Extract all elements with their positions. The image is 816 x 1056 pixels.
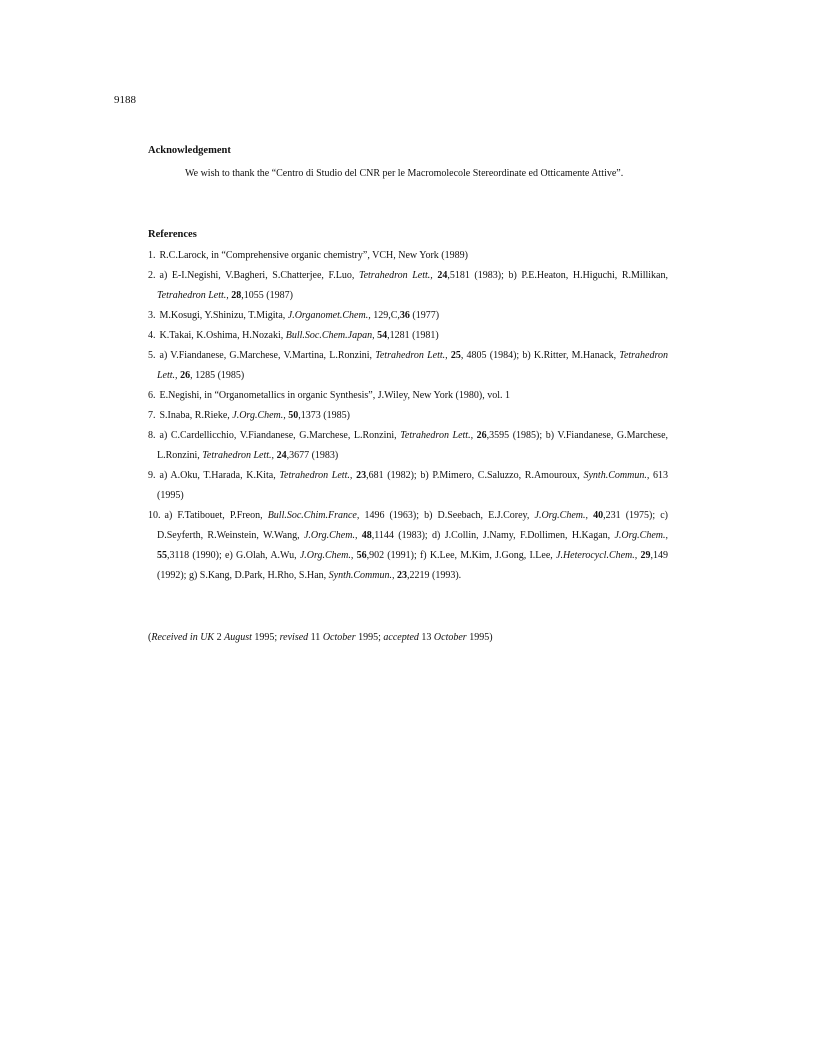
citation-text: a) F.Tatibouet, P.Freon, bbox=[164, 510, 268, 521]
volume-number: 26 bbox=[180, 370, 191, 381]
citation-text: ,3677 (1983) bbox=[286, 450, 339, 461]
citation-text: , 4805 (1984); b) K.Ritter, M.Hanack, bbox=[460, 350, 620, 361]
reference-number: 1. bbox=[148, 250, 156, 261]
italic-text: Synth.Commun., bbox=[583, 470, 650, 481]
citation-text: M.Kosugi, Y.Shinizu, T.Migita, bbox=[159, 310, 288, 321]
citation-text: a) A.Oku, T.Harada, K.Kita, bbox=[159, 470, 280, 481]
citation-text: (1977) bbox=[409, 310, 440, 321]
reference-number: 4. bbox=[148, 330, 156, 341]
reference-item bbox=[148, 426, 668, 466]
italic-text: J.Org.Chem., bbox=[303, 530, 358, 541]
volume-number: 48 bbox=[361, 530, 372, 541]
reference-list bbox=[148, 246, 668, 586]
reference-item bbox=[148, 506, 668, 586]
italic-text: J.Org.Chem., bbox=[299, 550, 354, 561]
volume-number: 24 bbox=[437, 270, 448, 281]
italic-text: August bbox=[224, 632, 252, 643]
volume-number: 29 bbox=[640, 550, 651, 561]
volume-number: 56 bbox=[356, 550, 367, 561]
main-content bbox=[148, 144, 668, 648]
reference-item bbox=[148, 326, 668, 346]
volume-number: 26 bbox=[476, 430, 487, 441]
italic-text: J.Heterocycl.Chem., bbox=[556, 550, 638, 561]
citation-text: K.Takai, K.Oshima, H.Nozaki, bbox=[159, 330, 286, 341]
volume-number: 54 bbox=[377, 330, 388, 341]
italic-text: J.Org.Chem., bbox=[534, 510, 589, 521]
citation-text: ,2219 (1993). bbox=[407, 570, 462, 581]
citation-text: ,5181 (1983); b) P.E.Heaton, H.Higuchi, R.Millikan, bbox=[447, 270, 668, 281]
italic-text: Tetrahedron Lett., bbox=[202, 450, 275, 461]
citation-text: 1995; bbox=[251, 632, 280, 643]
citation-text: 129,C, bbox=[370, 310, 400, 321]
reference-number: 7. bbox=[148, 410, 156, 421]
citation-text: ,1373 (1985) bbox=[298, 410, 350, 421]
italic-text: Tetrahedron Lett., bbox=[157, 350, 669, 381]
italic-text: Received in UK bbox=[151, 632, 215, 643]
citation-text: 613 (1995) bbox=[157, 470, 669, 501]
reference-item bbox=[148, 466, 668, 506]
reference-number: 2. bbox=[148, 270, 156, 281]
reference-number: 6. bbox=[148, 390, 156, 401]
volume-number: 55 bbox=[157, 550, 167, 561]
citation-text: 1995) bbox=[466, 632, 493, 643]
volume-number: 23 bbox=[356, 470, 367, 481]
citation-text: a) C.Cardellicchio, V.Fiandanese, G.Marchese, L.Ronzini, bbox=[159, 430, 401, 441]
citation-text: 11 bbox=[308, 632, 323, 643]
italic-text: accepted bbox=[383, 632, 419, 643]
references-section bbox=[148, 228, 668, 586]
acknowledgement-section bbox=[148, 144, 668, 184]
volume-number: 24 bbox=[276, 450, 287, 461]
volume-number: 25 bbox=[450, 350, 461, 361]
reference-item bbox=[148, 406, 668, 426]
citation-text: 1496 (1963); b) D.Seebach, E.J.Corey, bbox=[359, 510, 535, 521]
citation-text: ,231 (1975); c) D.Seyferth, R.Weinstein, W.Wang, bbox=[157, 510, 668, 541]
italic-text: Bull.Soc.Chim.France, bbox=[267, 510, 360, 521]
reference-item bbox=[148, 246, 668, 266]
volume-number: 50 bbox=[288, 410, 299, 421]
volume-number: 23 bbox=[397, 570, 407, 581]
page-number: 9188 bbox=[114, 94, 136, 106]
acknowledgement-heading: Acknowledgement bbox=[148, 145, 231, 156]
citation-text: a) E-I.Negishi, V.Bagheri, S.Chatterjee, F.Luo, bbox=[159, 270, 359, 281]
citation-text: a) V.Fiandanese, G.Marchese, V.Martina, L.Ronzini, bbox=[159, 350, 376, 361]
references-heading: References bbox=[148, 229, 197, 240]
citation-text: ,3118 (1990); e) G.Olah, A.Wu, bbox=[167, 550, 300, 561]
received-note bbox=[148, 628, 668, 648]
volume-number: 40 bbox=[593, 510, 604, 521]
italic-text: Tetrahedron Lett., bbox=[358, 270, 433, 281]
citation-text: ,1144 (1983); d) J.Collin, J.Namy, F.Dollimen, H.Kagan, bbox=[371, 530, 615, 541]
citation-text: ,902 (1991); f) K.Lee, M.Kim, J.Gong, I.Lee, bbox=[366, 550, 557, 561]
italic-text: October bbox=[433, 632, 467, 643]
volume-number: 28 bbox=[231, 290, 242, 301]
italic-text: Tetrahedron Lett., bbox=[157, 290, 229, 301]
italic-text: J.Org.Chem., bbox=[232, 410, 286, 421]
italic-text: J.Organomet.Chem., bbox=[287, 310, 371, 321]
citation-text: 2 bbox=[214, 632, 225, 643]
reference-number: 9. bbox=[148, 470, 156, 481]
reference-number: 5. bbox=[148, 350, 156, 361]
citation-text: 13 bbox=[418, 632, 434, 643]
italic-text: October bbox=[322, 632, 356, 643]
italic-text: Bull.Soc.Chem.Japan, bbox=[285, 330, 375, 341]
reference-item bbox=[148, 346, 668, 386]
citation-text: ,149 (1992); g) S.Kang, D.Park, H.Rho, S.Han, bbox=[157, 550, 669, 581]
citation-text: ,3595 (1985); b) V.Fiandanese, G.Marchese, L.Ronzini, bbox=[157, 430, 669, 461]
italic-text: Tetrahedron Lett., bbox=[375, 350, 448, 361]
citation-text: E.Negishi, in “Organometallics in organic Synthesis”, J.Wiley, New York (1980), vol. 1 bbox=[159, 390, 510, 401]
acknowledgement-text: We wish to thank the “Centro di Studio del CNR per le Macromolecole Stereordinate ed Otticamente Attive”. bbox=[185, 168, 624, 179]
citation-text: S.Inaba, R.Rieke, bbox=[159, 410, 233, 421]
italic-text: revised bbox=[279, 632, 309, 643]
italic-text: Tetrahedron Lett., bbox=[400, 430, 474, 441]
reference-item bbox=[148, 266, 668, 306]
italic-text: J.Org.Chem., bbox=[614, 530, 668, 541]
citation-text: ( bbox=[148, 632, 152, 643]
citation-text: R.C.Larock, in “Comprehensive organic chemistry”, VCH, New York (1989) bbox=[159, 250, 468, 261]
reference-item bbox=[148, 306, 668, 326]
citation-text: 1995; bbox=[355, 632, 384, 643]
reference-number: 10. bbox=[148, 510, 161, 521]
citation-text: ,1281 (1981) bbox=[387, 330, 439, 341]
citation-text: ,681 (1982); b) P.Mimero, C.Saluzzo, R.Amouroux, bbox=[366, 470, 584, 481]
citation-text: , 1285 (1985) bbox=[190, 370, 245, 381]
volume-number: 36 bbox=[399, 310, 410, 321]
reference-number: 8. bbox=[148, 430, 156, 441]
reference-item bbox=[148, 386, 668, 406]
citation-text: ,1055 (1987) bbox=[241, 290, 293, 301]
italic-text: Tetrahedron Lett., bbox=[279, 470, 353, 481]
reference-number: 3. bbox=[148, 310, 156, 321]
italic-text: Synth.Commun., bbox=[328, 570, 395, 581]
